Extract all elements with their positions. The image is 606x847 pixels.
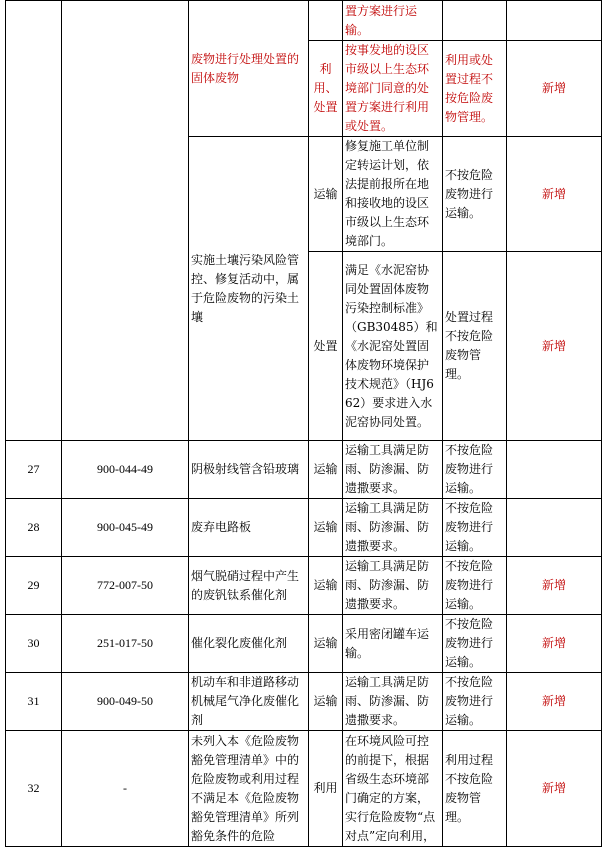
new-flag-cell: 新增 [507,731,602,847]
waste-name-cell: 烟气脱硝过程中产生的废钒钛系催化剂 [189,557,309,615]
table-row [6,1,602,41]
method-cell: 利用、处置 [309,41,343,137]
exemption-cell: 利用或处置过程不按危险废物管理。 [443,41,507,137]
table-row [6,615,602,673]
exemption-cell [443,1,507,41]
code-cell: - [62,731,189,847]
method-cell: 运输 [309,441,343,499]
new-flag-cell: 新增 [507,252,602,441]
method-cell: 利用 [309,731,343,847]
method-cell [309,1,343,41]
new-flag-cell: 新增 [507,673,602,731]
method-cell: 运输 [309,615,343,673]
table-row [6,557,602,615]
condition-cell: 采用密闭罐车运输。 [343,615,443,673]
condition-cell: 运输工具满足防雨、防渗漏、防遗撒要求。 [343,499,443,557]
code-cell: 900-044-49 [62,441,189,499]
table-row [6,731,602,847]
number-cell: 29 [6,557,62,615]
number-cell: 28 [6,499,62,557]
waste-name-cell: 废弃电路板 [189,499,309,557]
waste-name-cell: 未列入本《危险废物豁免管理清单》中的危险废物或利用过程不满足本《危险废物豁免管理清单》所列豁免条件的危险 [189,731,309,847]
waste-name-cell: 机动车和非道路移动机械尾气净化废催化剂 [189,673,309,731]
code-cell: 900-045-49 [62,499,189,557]
number-cell: 32 [6,731,62,847]
code-cell: 251-017-50 [62,615,189,673]
table-row [6,441,602,499]
exemption-cell: 处置过程不按危险废物管理。 [443,252,507,441]
table-row [6,499,602,557]
code-cell: 900-049-50 [62,673,189,731]
condition-cell: 修复施工单位制定转运计划，依法提前报所在地和接收地的设区市级以上生态环境部门。 [343,137,443,252]
exemption-cell: 不按危险废物进行运输。 [443,441,507,499]
condition-cell: 运输工具满足防雨、防渗漏、防遗撒要求。 [343,673,443,731]
condition-cell: 满足《水泥窑协同处置固体废物污染控制标准》（GB30485）和《水泥窑处置固体废物环境保护技术规范》（HJ662）要求进入水泥窑协同处置。 [343,252,443,441]
condition-cell: 在环境风险可控的前提下，根据省级生态环境部门确定的方案，实行危险废物“点对点”定向利用， [343,731,443,847]
waste-name-cell: 实施土壤污染风险管控、修复活动中，属于危险废物的污染土壤 [189,137,309,441]
waste-name-cell: 催化裂化废催化剂 [189,615,309,673]
method-cell: 运输 [309,673,343,731]
waste-name-cell: 废物进行处理处置的固体废物 [189,1,309,137]
table-row [6,673,602,731]
code-cell [62,1,189,441]
new-flag-cell [507,1,602,41]
exemption-list-table [5,0,602,847]
condition-cell: 运输工具满足防雨、防渗漏、防遗撒要求。 [343,557,443,615]
exemption-cell: 利用过程不按危险废物管理。 [443,731,507,847]
method-cell: 运输 [309,557,343,615]
exemption-cell: 不按危险废物进行运输。 [443,673,507,731]
condition-cell: 置方案进行运输。 [343,1,443,41]
code-cell: 772-007-50 [62,557,189,615]
number-cell: 27 [6,441,62,499]
number-cell: 30 [6,615,62,673]
new-flag-cell [507,441,602,499]
new-flag-cell: 新增 [507,41,602,137]
exemption-cell: 不按危险废物进行运输。 [443,499,507,557]
number-cell [6,1,62,441]
condition-cell: 按事发地的设区市级以上生态环境部门同意的处置方案进行利用或处置。 [343,41,443,137]
method-cell: 运输 [309,137,343,252]
waste-name-cell: 阴极射线管含铅玻璃 [189,441,309,499]
new-flag-cell [507,499,602,557]
exemption-cell: 不按危险废物进行运输。 [443,137,507,252]
exemption-cell: 不按危险废物进行运输。 [443,557,507,615]
new-flag-cell: 新增 [507,137,602,252]
new-flag-cell: 新增 [507,557,602,615]
method-cell: 处置 [309,252,343,441]
number-cell: 31 [6,673,62,731]
exemption-cell: 不按危险废物进行运输。 [443,615,507,673]
method-cell: 运输 [309,499,343,557]
new-flag-cell: 新增 [507,615,602,673]
condition-cell: 运输工具满足防雨、防渗漏、防遗撒要求。 [343,441,443,499]
